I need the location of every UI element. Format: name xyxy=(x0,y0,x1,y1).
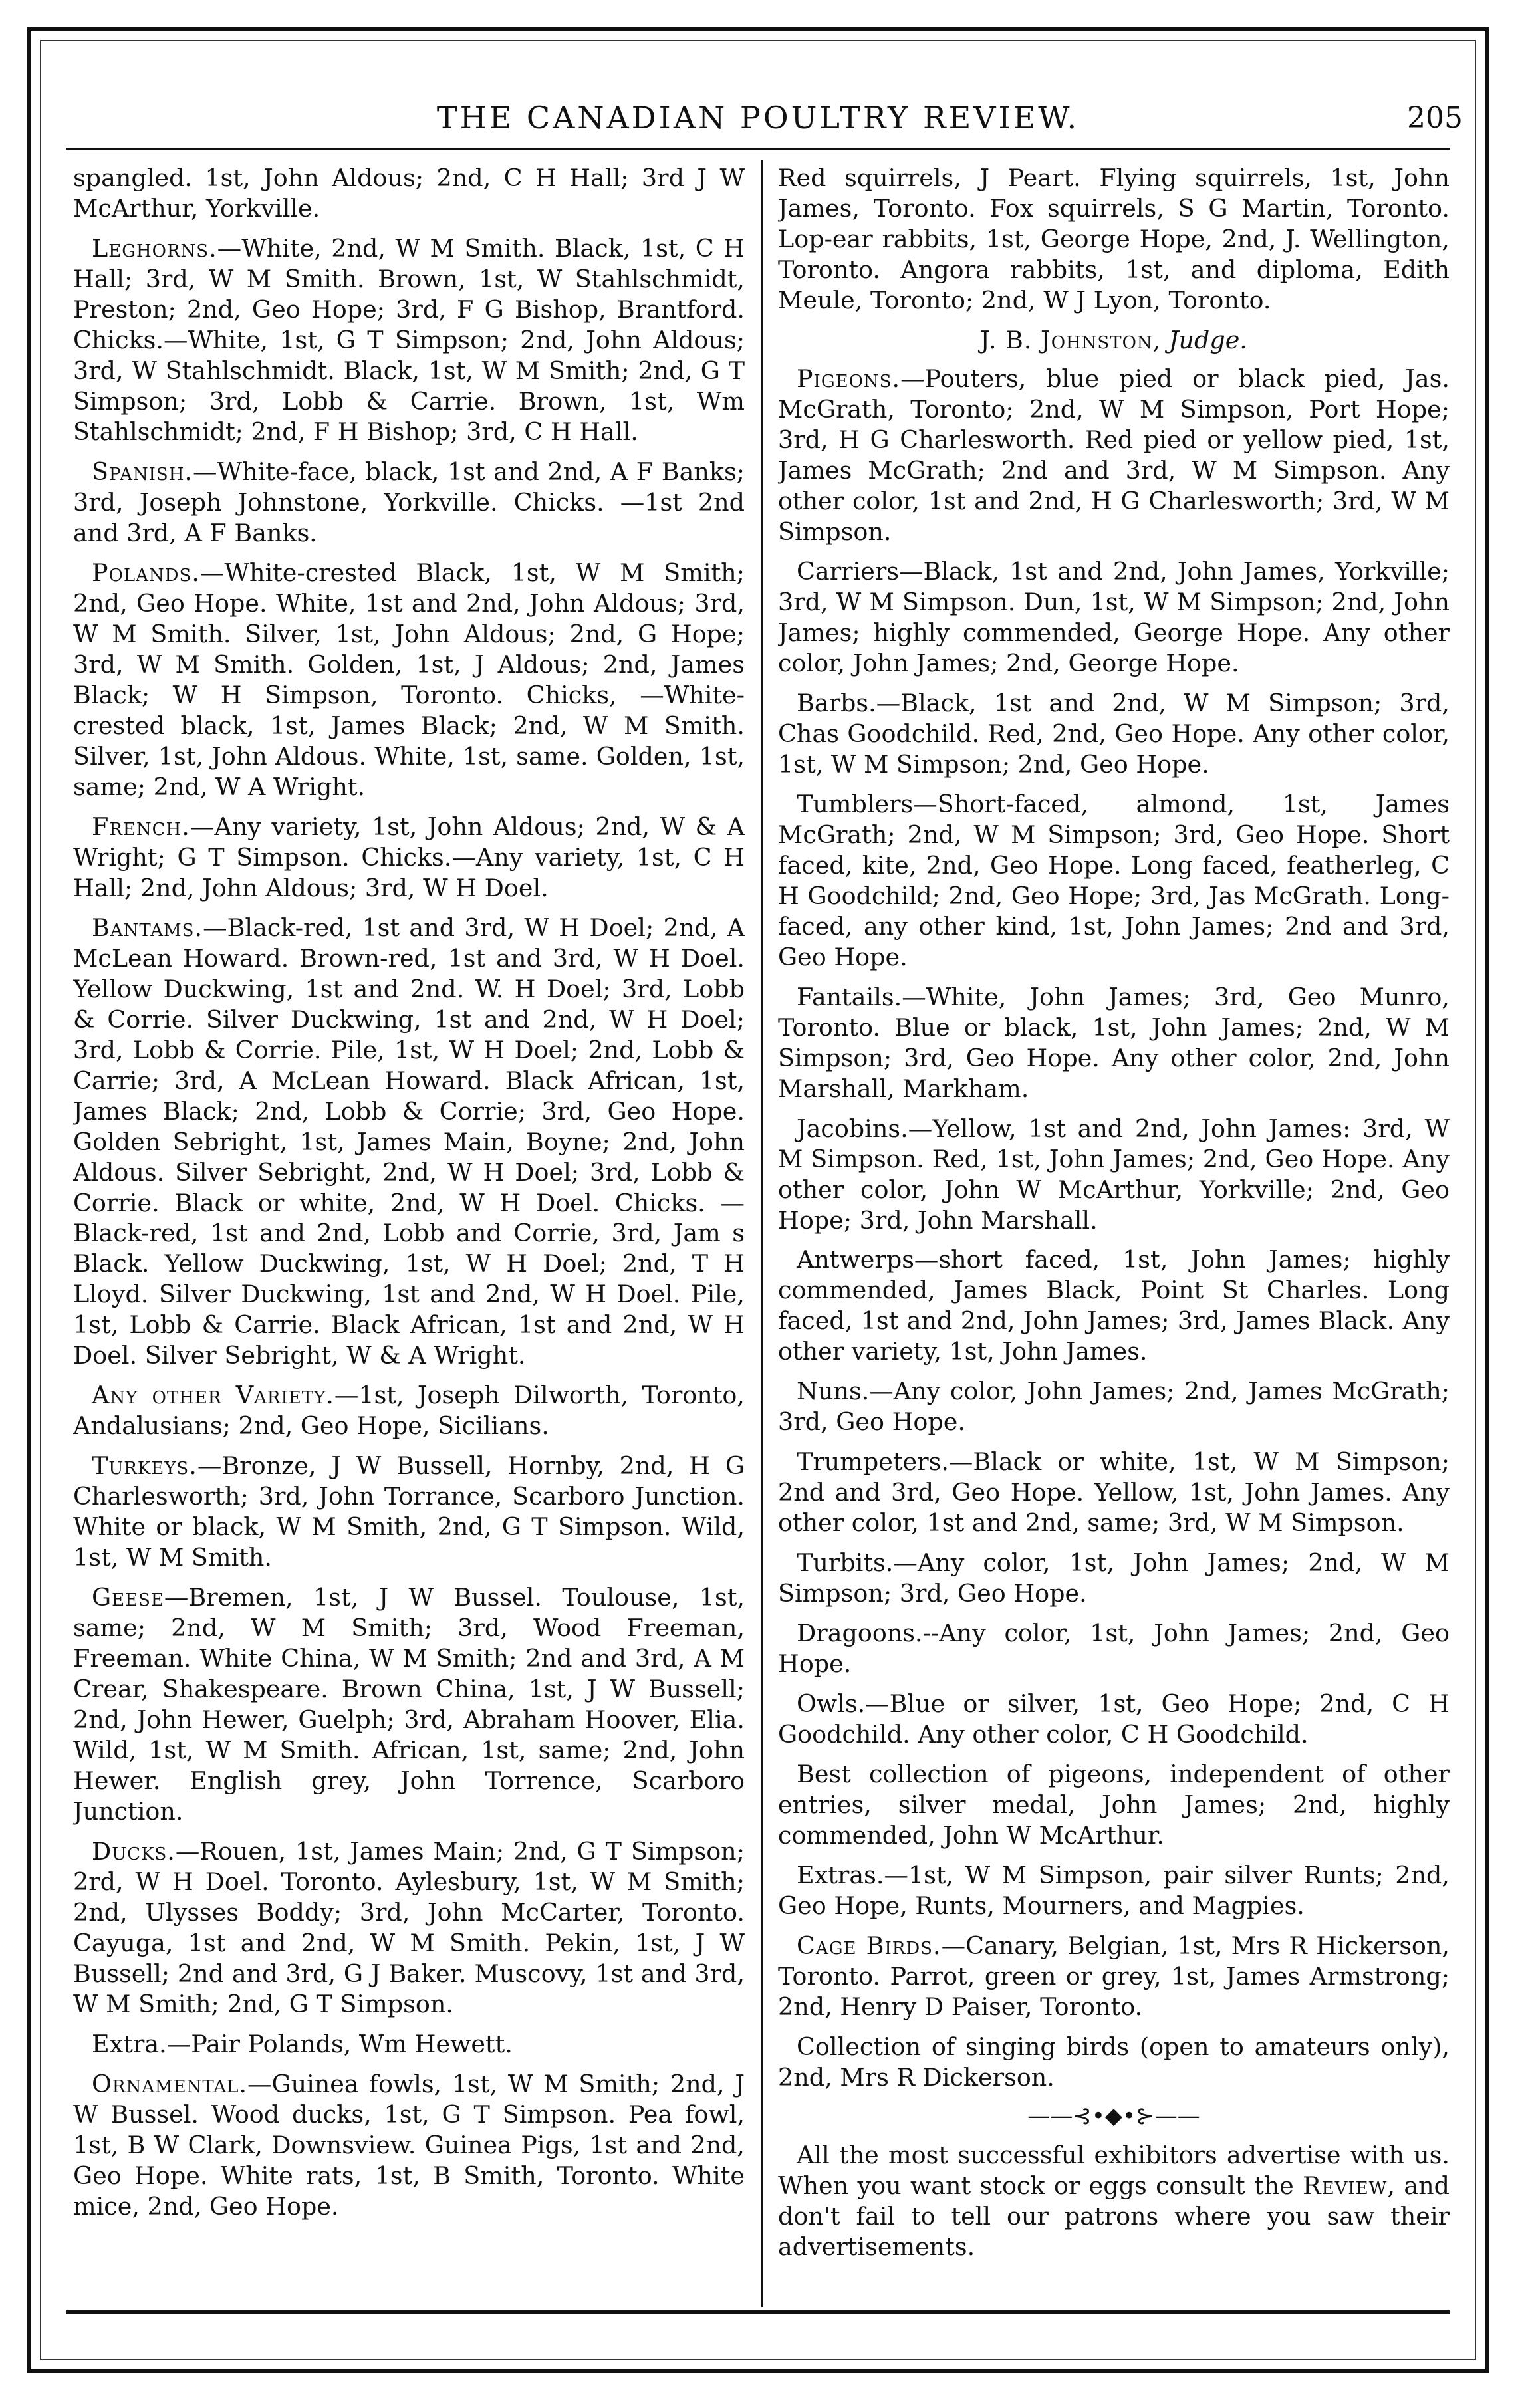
paragraph-french: French.—Any variety, 1st, John Aldous; 2nd, W & A Wright; G T Simpson. Chicks.—Any variety, 1st, C H Hall; 2nd, John Aldous; 3rd, W H Doel. xyxy=(73,812,745,902)
paragraph-geese: Geese—Bremen, 1st, J W Bussel. Toulouse, 1st, same; 2nd, W M Smith; 3rd, Wood Freeman, Freeman. White China, W M Smith; 2nd and 3rd, A M Crear, Shakespeare. Brown China, 1st, J W Bussell; 2nd, John Hewer, Guelph; 3rd, Abraham Hoover, Elia. Wild, 1st, W M Smith. African, 1st, same; 2nd, John Hewer. English grey, John Torrence, Scarboro Junction. xyxy=(73,1583,745,1826)
paragraph-any-other-variety: Any other Variety.—1st, Joseph Dilworth, Toronto, Andalusians; 2nd, Geo Hope, Sicilians. xyxy=(73,1381,745,1441)
paragraph-dragoons: Dragoons.--Any color, 1st, John James; 2nd, Geo Hope. xyxy=(778,1619,1450,1679)
left-column xyxy=(73,163,745,2284)
paragraph-leghorns: Leghorns.—White, 2nd, W M Smith. Black, 1st, C H Hall; 3rd, W M Smith. Brown, 1st, W Stahlschmidt, Preston; 2nd, Geo Hope; 3rd, F G Bishop, Brantford. Chicks.—White, 1st, G T Simpson; 2nd, John Aldous; 3rd, W Stahlschmidt. Black, 1st, W M Smith; 2nd, G T Simpson; 3rd, Lobb & Carrie. Brown, 1st, Wm Stahlschmidt; 2nd, F H Bishop; 3rd, C H Hall. xyxy=(73,233,745,446)
judge-name: J. B. Johnston, xyxy=(980,325,1162,354)
section-head: Leghorns. xyxy=(92,233,217,263)
paragraph-jacobins: Jacobins.—Yellow, 1st and 2nd, John James: 3rd, W M Simpson. Red, 1st, John James; 2nd, Geo Hope. Any other color, John W McArthur, Yorkville; 2nd, Geo Hope; 3rd, John Marshall. xyxy=(778,1114,1450,1235)
section-head: Bantams. xyxy=(92,913,203,942)
right-column xyxy=(778,163,1450,2284)
paragraph-singing-birds: Collection of singing birds (open to amateurs only), 2nd, Mrs R Dickerson. xyxy=(778,2032,1450,2092)
paragraph-trumpeters: Trumpeters.—Black or white, 1st, W M Simpson; 2nd and 3rd, Geo Hope. Yellow, 1st, John James. Any other color, 1st and 2nd, same; 3rd, W M Simpson. xyxy=(778,1447,1450,1538)
paragraph-closing-notice: All the most successful exhibitors advertise with us. When you want stock or eggs consult the Review, and don't fail to tell our patrons where you saw their advertisements. xyxy=(778,2140,1450,2261)
section-head: Geese xyxy=(92,1583,164,1612)
ornament-divider: ——⊰•◆•⊱—— xyxy=(1027,2103,1200,2130)
paragraph-carriers: Carriers—Black, 1st and 2nd, John James, Yorkville; 3rd, W M Simpson. Dun, 1st, W M Simpson; 2nd, John James; highly commended, George Hope. Any other color, John James; 2nd, George Hope. xyxy=(778,556,1450,677)
paragraph-ducks: Ducks.—Rouen, 1st, James Main; 2nd, G T Simpson; 2rd, W H Doel. Toronto. Aylesbury, 1st, W M Smith; 2nd, Ulysses Boddy; 3rd, John McCarter, Toronto. Cayuga, 1st and 2nd, W M Smith. Pekin, 1st, J W Bussell; 2nd and 3rd, G J Baker. Muscovy, 1st and 3rd, W M Smith; 2nd, G T Simpson. xyxy=(73,1837,745,2019)
page-header xyxy=(53,93,1463,146)
paragraph-extras: Extras.—1st, W M Simpson, pair silver Runts; 2nd, Geo Hope, Runts, Mourners, and Magpies. xyxy=(778,1861,1450,1921)
journal-title: THE CANADIAN POULTRY REVIEW. xyxy=(436,100,1080,136)
paragraph-tumblers: Tumblers—Short-faced, almond, 1st, James McGrath; 2nd, W M Simpson; 3rd, Geo Hope. Short faced, kite, 2nd, Geo Hope. Long faced, featherleg, C H Goodchild; 2nd, Geo Hope; 3rd, Jas McGrath. Long-faced, any other kind, 1st, John James; 2nd and 3rd, Geo Hope. xyxy=(778,789,1450,971)
section-head: Spanish. xyxy=(92,457,193,486)
section-head: Polands. xyxy=(92,558,200,587)
paragraph-owls: Owls.—Blue or silver, 1st, Geo Hope; 2nd, C H Goodchild. Any other color, C H Goodchild. xyxy=(778,1689,1450,1749)
paragraph-bantams: Bantams.—Black-red, 1st and 3rd, W H Doel; 2nd, A McLean Howard. Brown-red, 1st and 3rd, W H Doel. Yellow Duckwing, 1st and 2nd. W. H Doel; 3rd, Lobb & Corrie. Silver Duckwing, 1st and 2nd, W H Doel; 3rd, Lobb & Corrie. Pile, 1st, W H Doel; 2nd, Lobb & Carrie; 3rd, A McLean Howard. Black African, 1st, James Black; 2nd, Lobb & Corrie; 3rd, Geo Hope. Golden Sebright, 1st, James Main, Boyne; 2nd, John Aldous. Silver Sebright, 2nd, W H Doel; 3rd, Lobb & Corrie. Black or white, 2nd, W H Doel. Chicks. —Black-red, 1st and 2nd, Lobb and Corrie, 3rd, Jam s Black. Yellow Duckwing, 1st, W H Doel; 2nd, T H Lloyd. Silver Duckwing, 1st and 2nd, W H Doel. Pile, 1st, Lobb & Carrie. Black African, 1st and 2nd, W H Doel. Silver Sebright, W & A Wright. xyxy=(73,913,745,1370)
paragraph-antwerps: Antwerps—short faced, 1st, John James; highly commended, James Black, Point St Charles. Long faced, 1st and 2nd, John James; 3rd, James Black. Any other variety, 1st, John James. xyxy=(778,1245,1450,1366)
section-head: Ducks. xyxy=(92,1837,176,1866)
section-head: Cage Birds. xyxy=(797,1931,942,1961)
paragraph-ornamental: Ornamental.—Guinea fowls, 1st, W M Smith; 2nd, J W Bussel. Wood ducks, 1st, G T Simpson. Pea fowl, 1st, B W Clark, Downsview. Guinea Pigs, 1st and 2nd, Geo Hope. White rats, 1st, B Smith, Toronto. White mice, 2nd, Geo Hope. xyxy=(73,2070,745,2221)
paragraph: Red squirrels, J Peart. Flying squirrels, 1st, John James, Toronto. Fox squirrels, S G Martin, Toronto. Lop-ear rabbits, 1st, George Hope, 2nd, J. Wellington, Toronto. Angora rabbits, 1st, and diploma, Edith Meule, Toronto; 2nd, W J Lyon, Toronto. xyxy=(778,164,1450,314)
judge-title: Judge. xyxy=(1168,325,1247,354)
paragraph-nuns: Nuns.—Any color, John James; 2nd, James McGrath; 3rd, Geo Hope. xyxy=(778,1377,1450,1437)
bottom-rule xyxy=(66,2310,1450,2314)
paragraph-polands: Polands.—White-crested Black, 1st, W M Smith; 2nd, Geo Hope. White, 1st and 2nd, John Aldous; 3rd, W M Smith. Silver, 1st, John Aldous; 2nd, G Hope; 3rd, W M Smith. Golden, 1st, J Aldous; 2nd, James Black; W H Simpson, Toronto. Chicks, —White-crested black, 1st, James Black; 2nd, W M Smith. Silver, 1st, John Aldous. White, 1st, same. Golden, 1st, same; 2nd, W A Wright. xyxy=(73,558,745,801)
section-head: Ornamental. xyxy=(92,2070,247,2099)
column-divider xyxy=(761,160,763,2307)
section-head: Any other Variety. xyxy=(92,1381,334,1410)
paragraph-cage-birds: Cage Birds.—Canary, Belgian, 1st, Mrs R Hickerson, Toronto. Parrot, green or grey, 1st, James Armstrong; 2nd, Henry D Paiser, Toronto. xyxy=(778,1931,1450,2022)
paragraph-barbs: Barbs.—Black, 1st and 2nd, W M Simpson; 3rd, Chas Goodchild. Red, 2nd, Geo Hope. Any other color, 1st, W M Simpson; 2nd, Geo Hope. xyxy=(778,688,1450,779)
section-head: Turkeys. xyxy=(92,1451,197,1481)
page-number: 205 xyxy=(1407,101,1463,135)
paragraph-best-collection: Best collection of pigeons, independent of other entries, silver medal, John James; 2nd, highly commended, John W McArthur. xyxy=(778,1760,1450,1850)
section-head: Pigeons. xyxy=(797,364,901,393)
review-word: Review xyxy=(1303,2171,1388,2200)
paragraph-extra: Extra.—Pair Polands, Wm Hewett. xyxy=(92,2030,513,2059)
header-rule xyxy=(66,148,1450,150)
paragraph-spanish: Spanish.—White-face, black, 1st and 2nd, A F Banks; 3rd, Joseph Johnstone, Yorkville. Chicks. —1st 2nd and 3rd, A F Banks. xyxy=(73,457,745,547)
paragraph: spangled. 1st, John Aldous; 2nd, C H Hall; 3rd J W McArthur, Yorkville. xyxy=(73,164,745,223)
section-head: French. xyxy=(92,812,190,841)
paragraph-turbits: Turbits.—Any color, 1st, John James; 2nd, W M Simpson; 3rd, Geo Hope. xyxy=(778,1548,1450,1608)
paragraph-pigeons: Pigeons.—Pouters, blue pied or black pied, Jas. McGrath, Toronto; 2nd, W M Simpson, Port Hope; 3rd, H G Charlesworth. Red pied or yellow pied, 1st, James McGrath; 2nd and 3rd, W M Simpson. Any other color, 1st and 2nd, H G Charlesworth; 3rd, W M Simpson. xyxy=(778,364,1450,546)
paragraph-fantails: Fantails.—White, John James; 3rd, Geo Munro, Toronto. Blue or black, 1st, John James; 2nd, W M Simpson; 3rd, Geo Hope. Any other color, 2nd, John Marshall, Markham. xyxy=(778,982,1450,1103)
judge-line xyxy=(778,325,1450,356)
paragraph-turkeys: Turkeys.—Bronze, J W Bussell, Hornby, 2nd, H G Charlesworth; 3rd, John Torrance, Scarboro Junction. White or black, W M Smith, 2nd, G T Simpson. Wild, 1st, W M Smith. xyxy=(73,1451,745,1572)
